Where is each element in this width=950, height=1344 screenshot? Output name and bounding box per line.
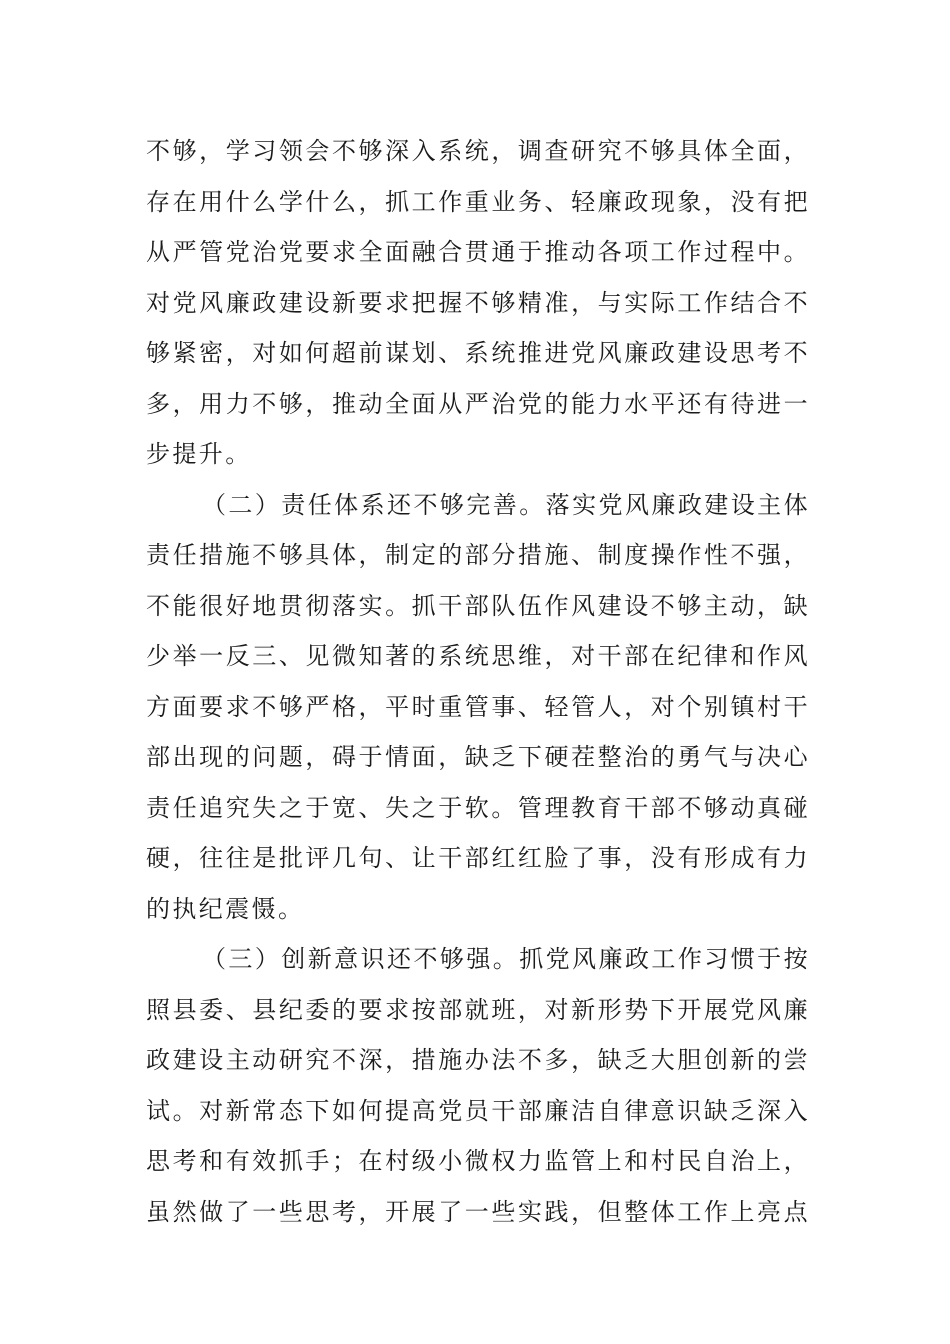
text-line: 从严管党治党要求全面融合贯通于推动各项工作过程中。: [146, 238, 810, 266]
text-line: 硬，往往是批评几句、让干部红红脸了事，没有形成有力: [146, 844, 810, 872]
text-line: 多，用力不够，推动全面从严治党的能力水平还有待进一: [146, 389, 810, 418]
paragraph-1: [146, 126, 810, 480]
text-line: 的执纪震慑。: [146, 894, 305, 923]
document-body: [146, 126, 810, 1237]
text-line: 政建设主动研究不深，措施办法不多，缺乏大胆创新的尝: [146, 1046, 810, 1074]
text-line: 不够，学习领会不够深入系统，调查研究不够具体全面，: [146, 137, 810, 165]
text-line: 对党风廉政建设新要求把握不够精准，与实际工作结合不: [146, 288, 810, 317]
text-line: 责任追究失之于宽、失之于软。管理教育干部不够动真碰: [146, 793, 810, 822]
text-line: 不能很好地贯彻落实。抓干部队伍作风建设不够主动，缺: [146, 591, 810, 620]
text-line: 方面要求不够严格，平时重管事、轻管人，对个别镇村干: [146, 692, 810, 721]
text-line: 步提升。: [146, 440, 252, 468]
text-line: 责任措施不够具体，制定的部分措施、制度操作性不强，: [146, 541, 810, 569]
text-line: 够紧密，对如何超前谋划、系统推进党风廉政建设思考不: [146, 339, 810, 367]
text-line: 部出现的问题，碍于情面，缺乏下硬茬整治的勇气与决心: [146, 743, 810, 771]
text-line: 存在用什么学什么，抓工作重业务、轻廉政现象，没有把: [146, 187, 810, 216]
paragraph-2: [146, 480, 810, 935]
paragraph-heading-line: （三）创新意识还不够强。抓党风廉政工作习惯于按: [202, 945, 810, 973]
text-line: 虽然做了一些思考，开展了一些实践，但整体工作上亮点: [146, 1197, 810, 1226]
paragraph-3: [146, 934, 810, 1237]
text-line: 试。对新常态下如何提高党员干部廉洁自律意识缺乏深入: [146, 1096, 810, 1125]
paragraph-heading-line: （二）责任体系还不够完善。落实党风廉政建设主体: [202, 490, 810, 519]
text-line: 思考和有效抓手；在村级小微权力监管上和村民自治上，: [146, 1147, 810, 1175]
text-line: 照县委、县纪委的要求按部就班，对新形势下开展党风廉: [146, 995, 810, 1024]
text-line: 少举一反三、见微知著的系统思维，对干部在纪律和作风: [146, 642, 810, 670]
